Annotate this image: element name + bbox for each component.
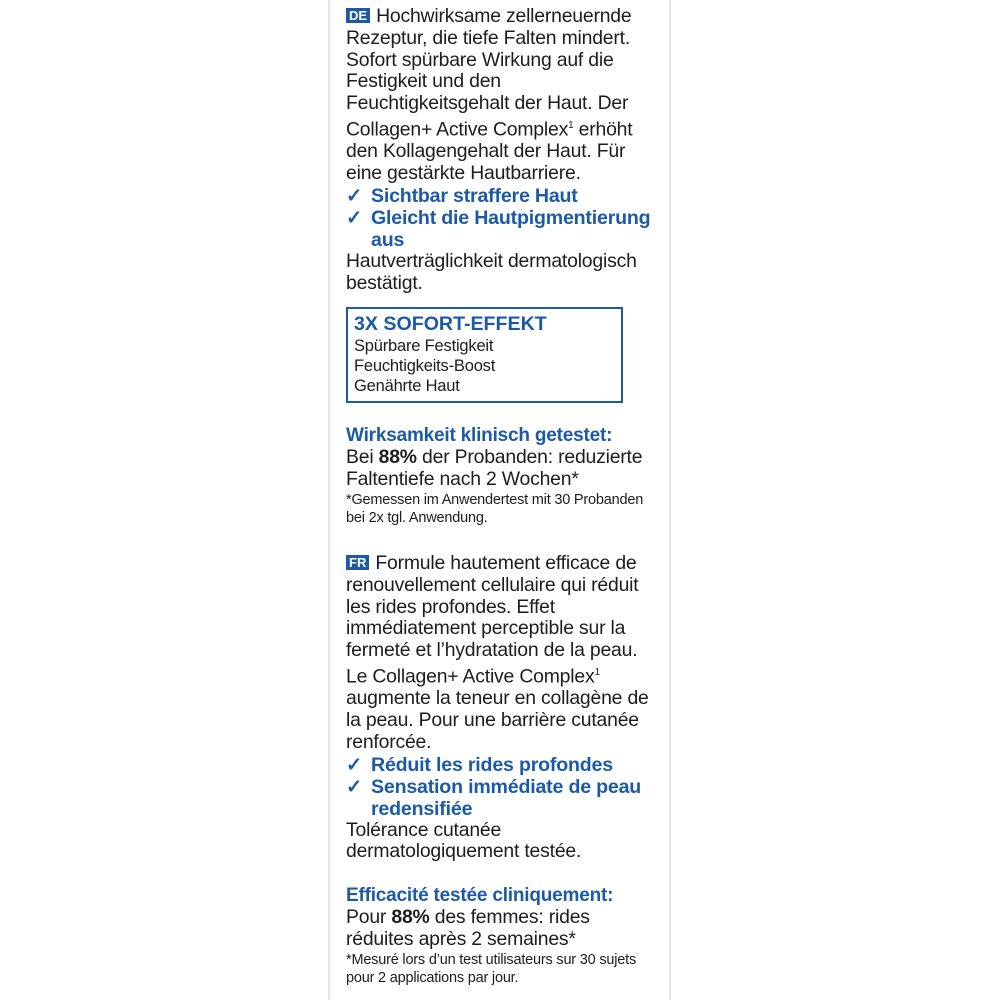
de-clinical-result: [346, 447, 658, 491]
fr-clinical-text-post: des femmes: rides réduites après 2 semaines*: [346, 906, 590, 951]
checkmark-icon: ✓: [346, 184, 363, 207]
de-intro-text-1: Hochwirksame zellerneuernde Rezeptur, die tiefe Falten mindert. Sofort spürbare Wirkung auf die Festigkeit und den Feuchtigkeitsgehalt der Haut. Der Collagen+ Active Complex: [346, 5, 632, 141]
panel-right-edge: [669, 0, 671, 1000]
fr-clinical-text-pre: Pour: [346, 906, 392, 929]
fr-clinical-result: [346, 907, 658, 951]
de-tolerance: Hautverträglichkeit dermatologisch bestätigt.: [346, 249, 637, 294]
fr-language-badge: FR: [346, 555, 369, 570]
de-benefit: [346, 185, 658, 207]
de-effect-item: Feuchtigkeits-Boost: [354, 357, 496, 376]
de-clinical-percent: 88%: [378, 446, 417, 469]
checkmark-icon: ✓: [346, 206, 363, 229]
de-effect-box-title: 3X SOFORT-EFFEKT: [354, 313, 547, 336]
fr-intro-text-1: Formule hautement efficace de renouvellement cellulaire qui réduit les rides profondes. Effet immédiatement perceptible sur la fermeté et l’hydratation de la peau. Le Collagen+ Active Complex: [346, 552, 639, 688]
de-clinical-text-post: der Probanden: reduzierte Faltentiefe nach 2 Wochen*: [346, 446, 643, 491]
de-language-badge: DE: [346, 8, 370, 23]
fr-benefit: [346, 754, 658, 776]
panel-left-edge: [328, 0, 330, 1000]
de-clinical-footnote: *Gemessen im Anwendertest mit 30 Probanden bei 2x tgl. Anwendung.: [346, 492, 644, 527]
fr-intro-text-2: augmente la teneur en collagène de la peau. Pour une barrière cutanée renforcée.: [346, 687, 649, 753]
fr-intro-footnote-mark: 1: [594, 667, 600, 679]
fr-benefit-label: Réduit les rides profondes: [371, 753, 613, 776]
fr-clinical-percent: 88%: [391, 906, 430, 929]
de-benefit: [346, 207, 658, 251]
de-intro-footnote-mark: 1: [568, 119, 574, 131]
product-description: [346, 6, 658, 987]
checkmark-icon: ✓: [346, 753, 363, 776]
de-benefit-label: Gleicht die Hautpigmentierung aus: [371, 206, 651, 251]
de-effect-item: Spürbare Festigkeit: [354, 337, 494, 356]
de-intro-text-2: erhöht den Kollagengehalt der Haut. Für eine gestärkte Hautbarriere.: [346, 118, 633, 185]
de-intro: [346, 6, 658, 185]
de-clinical-text-pre: Bei: [346, 446, 379, 469]
de-benefit-label: Sichtbar straffere Haut: [371, 184, 578, 207]
de-effect-box: [346, 307, 623, 403]
fr-benefit: [346, 776, 658, 820]
fr-intro: [346, 553, 658, 754]
checkmark-icon: ✓: [346, 775, 363, 798]
de-clinical-headline: Wirksamkeit klinisch getestet:: [346, 425, 613, 447]
fr-clinical-headline: Efficacité testée cliniquement:: [346, 885, 614, 907]
de-effect-item: Genährte Haut: [354, 377, 460, 396]
fr-tolerance: Tolérance cutanée dermatologiquement testée.: [346, 818, 582, 863]
fr-benefit-label: Sensation immédiate de peau redensifiée: [371, 775, 642, 820]
fr-clinical-footnote: *Mesuré lors d’un test utilisateurs sur 30 sujets pour 2 applications par jour.: [346, 951, 636, 986]
